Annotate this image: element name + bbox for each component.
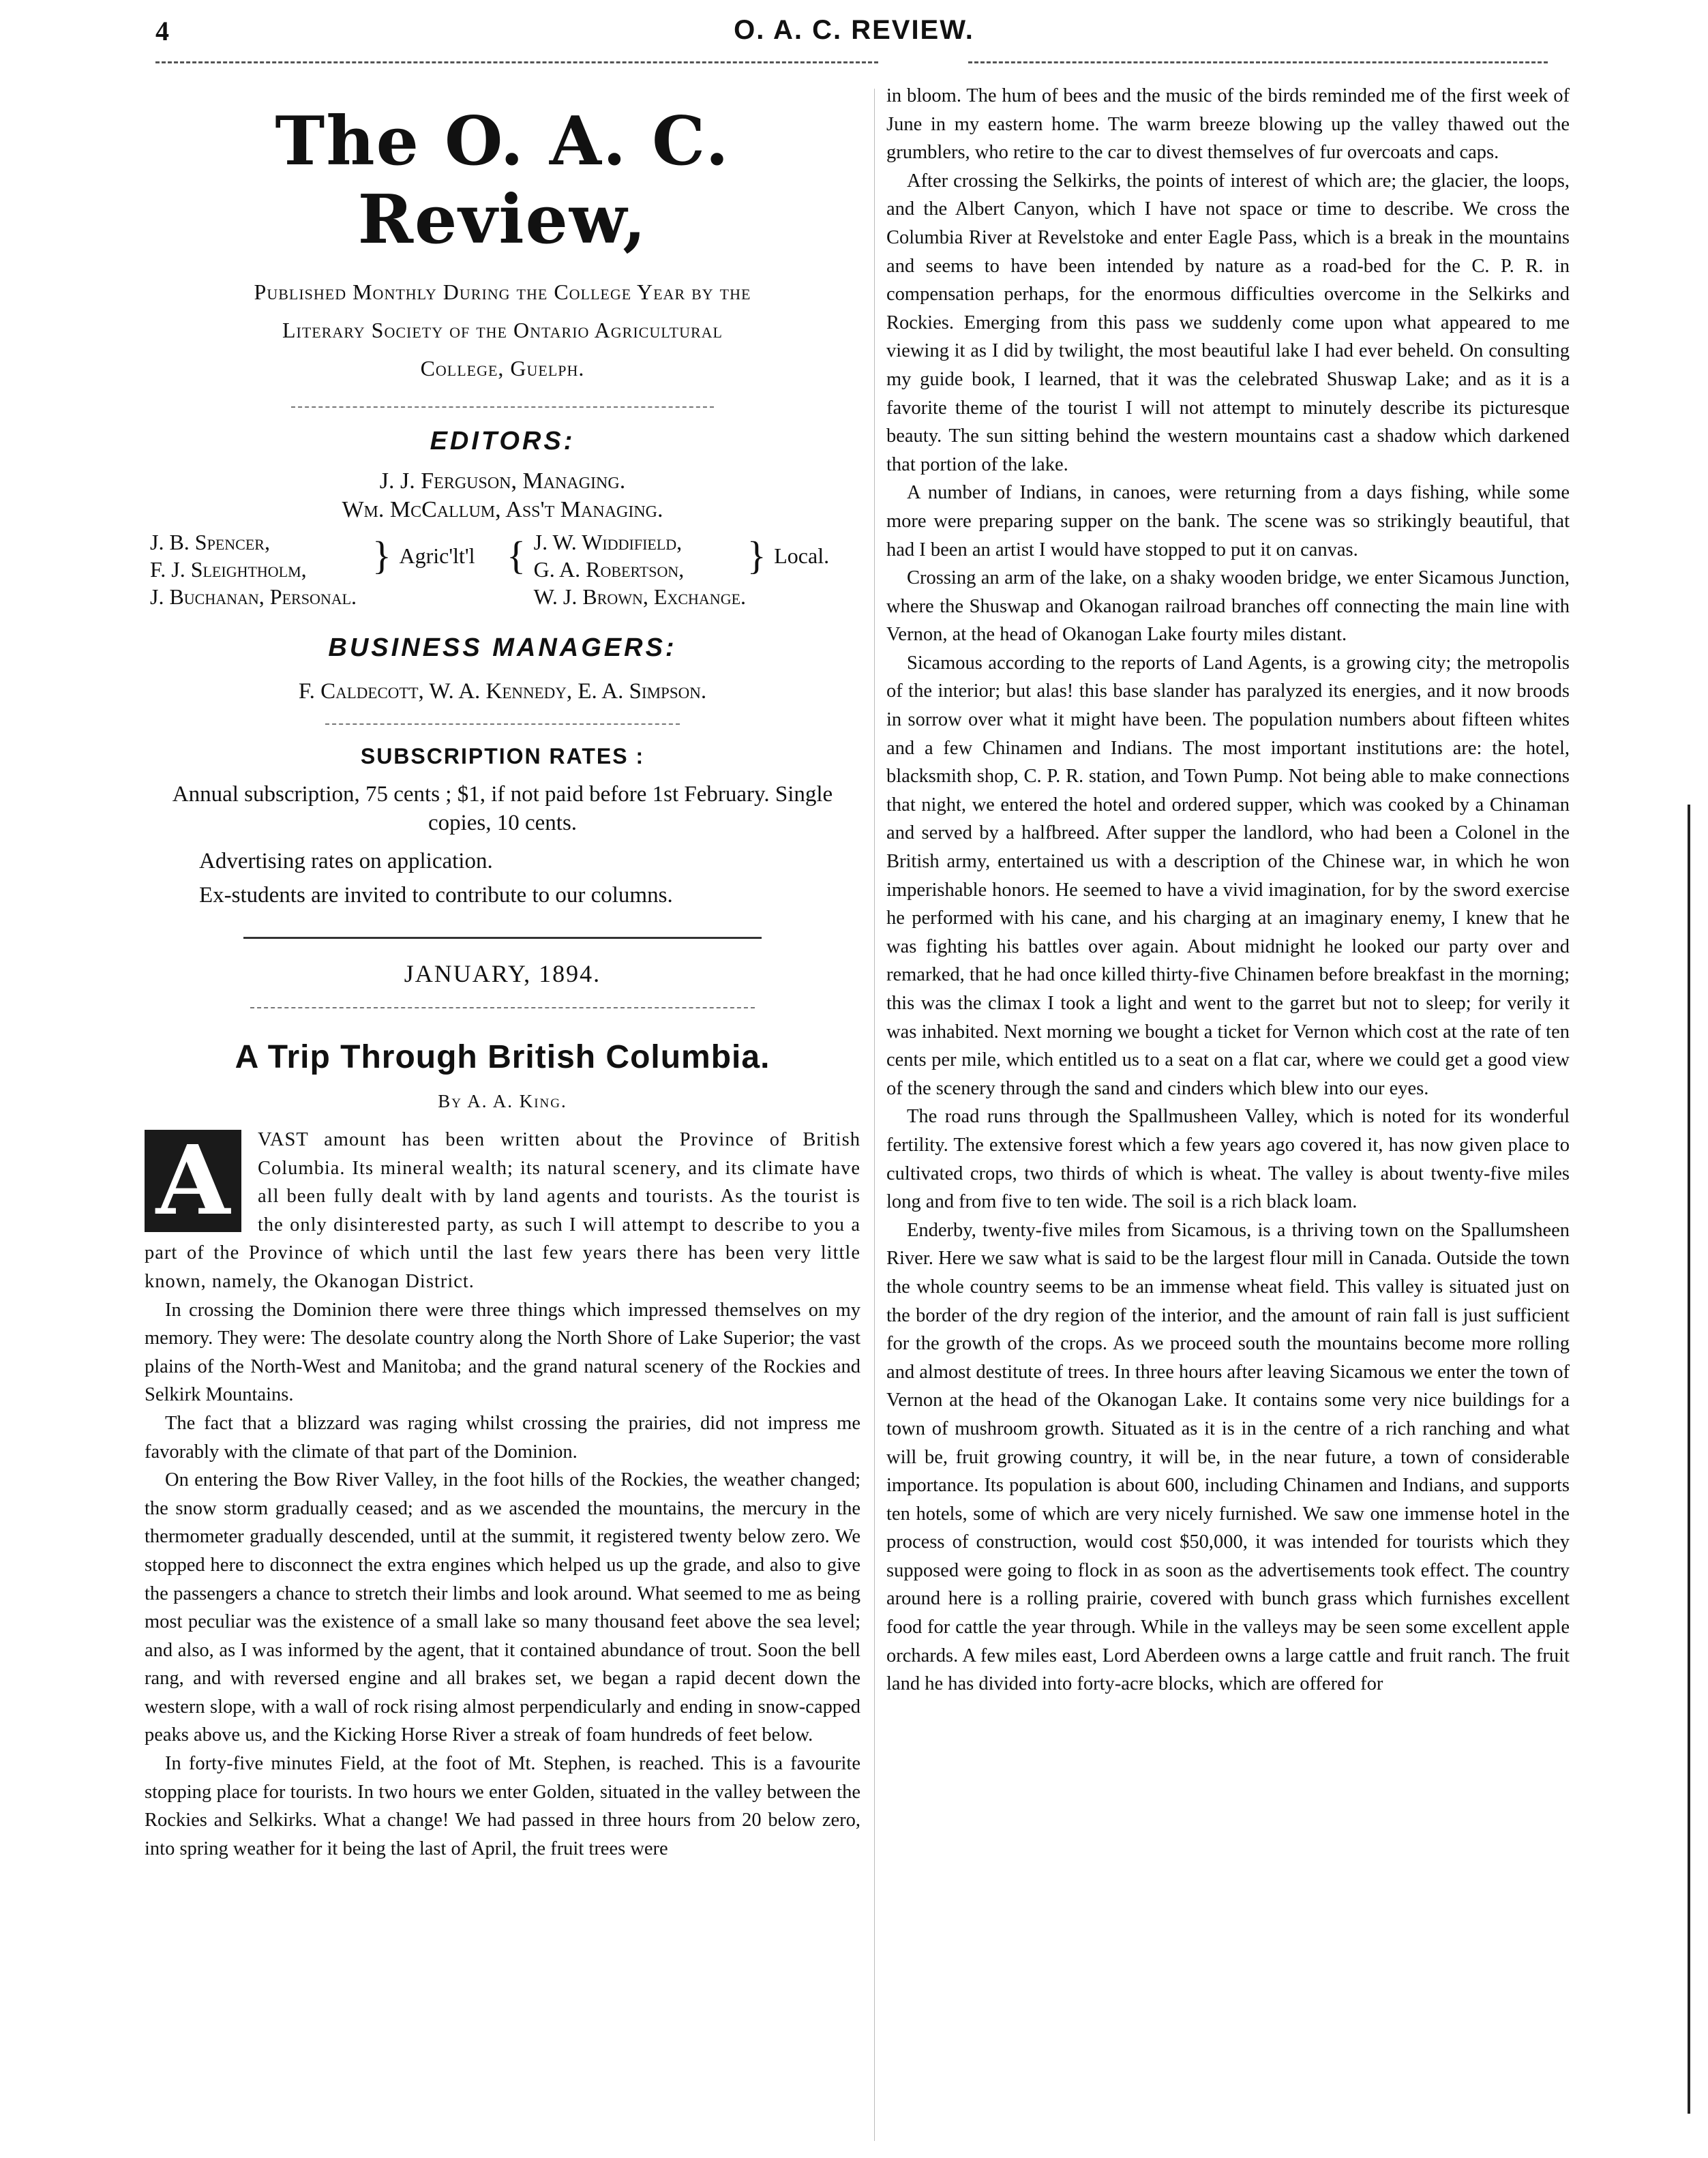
editor-exchange: W. J. Brown, Exchange. [533, 584, 747, 609]
brace-glyph: } [372, 533, 391, 578]
article-paragraph: After crossing the Selkirks, the points of interest of which are; the glacier, the loops, and the Albert Canyon, which I have not space or time to describe. We cross the Columbia River at Revelstoke and enter Eagle Pass, which is a break in the mountains and seems to have been intended by nature as a road-bed for the C. P. R. in compensation perhaps, for the enormous difficulties overcome in the Selkirks and Rockies. Emerging from this pass we suddenly come upon what appeared to me viewing it as I did by twilight, the most beautiful lake I had ever beheld. On consulting my guide book, I learned, that it was the celebrated Shuswap Lake; and as it is a favorite theme of the tourist I will not attempt to minutely describe its picturesque beauty. The sun sitting behind the western mountains cast a shadow which darkened that portion of the lake. [886, 170, 1570, 475]
page-number: 4 [155, 16, 169, 46]
section-rule [243, 937, 762, 939]
article-paragraph: The road runs through the Spallmusheen Valley, which is noted for its wonderful fertility. The extensive forest which a few years ago covered it, has now given place to cultivated crops, two thirds of which is wheat. The valley is about twenty-five miles long and from five to ten wide. The soil is a rich black loam. [886, 1106, 1570, 1213]
article-paragraph: In crossing the Dominion there were three things which impressed themselves on my memory. They were: The desolate country along the North Shore of Lake Superior; the vast plains of the North-West and Manitoba; and the grand natural scenery of the Rockies and Selkirk Mountains. [145, 1299, 860, 1406]
column-divider [874, 89, 875, 2141]
local-label: Local. [774, 543, 830, 568]
article-paragraph: In forty-five minutes Field, at the foot of Mt. Stephen, is reached. This is a favourite stopping place for tourists. In two hours we enter Golden, situated in the valley between the Rockies and Selkirks. What a change! We had passed in three hours from 20 below zero, into spring weather for it being the last of April, the fruit trees were [145, 1753, 860, 1859]
article-paragraph: The fact that a blizzard was raging whilst crossing the prairies, did not impress me favorably with the climate of that part of the Dominion. [145, 1412, 860, 1463]
published-line-3: College, Guelph. [420, 356, 585, 380]
right-column [886, 82, 1570, 1698]
left-column [145, 82, 860, 1863]
published-line-2: Literary Society of the Ontario Agricultural [282, 318, 723, 342]
agric-label: Agric'lt'l [399, 543, 475, 568]
article-paragraph: VAST amount has been written about the Province of British Columbia. Its mineral wealth; its natural scenery, and its climate have all been fully dealt with by land agents and tourists. As the tourist is the only disinterested party, as such I will attempt to describe to you a part of the Province of which until the last few years there has been very little known, namely, the Okanogan District. [145, 1129, 860, 1292]
section-rule [325, 723, 680, 725]
article-body-right [886, 82, 1570, 1698]
editor-personal: J. Buchanan, Personal. [150, 584, 357, 609]
masthead-title: The O. A. C. Review, [275, 102, 730, 259]
subscription-heading: SUBSCRIPTION RATES : [360, 744, 645, 768]
business-managers-heading: BUSINESS MANAGERS: [328, 633, 677, 662]
section-rule [291, 406, 714, 408]
editor-local-1: J. W. Widdifield, [533, 530, 683, 554]
article-body-left [145, 1126, 860, 1863]
editor-asst-managing: Wm. McCallum, Ass't Managing. [342, 497, 663, 522]
editors-heading: EDITORS: [430, 427, 575, 455]
running-title: O. A. C. REVIEW. [734, 15, 974, 45]
editor-local-2: G. A. Robertson, [533, 557, 685, 582]
editor-managing: J. J. Ferguson, Managing. [379, 468, 626, 494]
header-rule-right [968, 61, 1548, 63]
editors-table [150, 528, 852, 610]
adjacent-page-edge [1688, 805, 1708, 2114]
article-title: A Trip Through British Columbia. [235, 1039, 770, 1075]
article-paragraph: Crossing an arm of the lake, on a shaky wooden bridge, we enter Sicamous Junction, where the Shuswap and Okanogan railroad branches off connecting the main line with Vernon, at the head of Okanogan Lake fourty miles distant. [886, 567, 1570, 646]
article-paragraph: Sicamous according to the reports of Land Agents, is a growing city; the metropolis of the interior; but alas! this base slander has paralyzed its energies, and it now broods in sorrow over what it might have been. The population numbers about fifteen whites and a few Chinamen and Indians. The most important institutions are: the hotel, blacksmith shop, C. P. R. station, and Town Pump. Not being able to make connections that night, we entered the hotel and ordered supper, which was cooked by a Chinaman and served by a halfbreed. After supper the landlord, who had been a Colonel in the British army, entertained us with a description of the Chinese war, in which he won imperishable honors. He seemed to have a vivid imagination, for by the sword exercise he performed with his cane, and his charging at an imaginary enemy, I knew that he was fighting his battles over again. About midnight he looked our party over and remarked, that he had once killed thirty-five Chinamen before breakfast in the morning; this was the climax I took a light and went to the garret but not to sleep; for verily it was inhabited. Next morning we bought a ticket for Vernon which cost at the rate of ten cents per mile, which entitled us to a seat on a flat car, where we could get a good view of the scenery through the sand and cinders which blew into our eyes. [886, 652, 1570, 1099]
editor-agric-1: J. B. Spencer, [150, 530, 270, 554]
brace-glyph: { [507, 533, 526, 578]
section-rule [250, 1007, 755, 1008]
ex-students-note: Ex-students are invited to contribute to our columns. [199, 883, 673, 908]
article-paragraph: Enderby, twenty-five miles from Sicamous, is a thriving town on the Spallumsheen River. Here we saw what is said to be the largest flour mill in Canada. Outside the town the whole country seems to be an immense wheat field. This valley is situated just on the border of the dry region of the interior, and the amount of rain fall is just sufficient for the growth of the crops. As we proceed south the mountains become more rolling and almost destitute of trees. In three hours after leaving Sicamous we enter the town of Vernon at the head of the Okanogan Lake. It contains some very nice buildings for a town of mushroom growth. Situated as it is in the centre of a rich ranching and what will be, fruit growing country, it will be, in the near future, a town of considerable importance. Its population is about 600, including Chinamen and Indians, and supports ten hotels, some of which are very nicely furnished. We saw one immense hotel in the process of construction, would cost $50,000, it was intended for tourists which they supposed were going to flock in as soon as the advertisements took effect. The country around here is a rolling prairie, covered with bunch grass which furnishes excellent food for cattle the year through. While in the valleys may be seen some excellent apple orchards. A few miles east, Lord Aberdeen owns a large cattle and fruit ranch. The fruit land he has divided into forty-acre blocks, which are offered for [886, 1219, 1570, 1695]
business-managers-names: F. Caldecott, W. A. Kennedy, E. A. Simpson. [298, 679, 707, 704]
article-byline: By A. A. King. [438, 1091, 567, 1111]
subscription-text: Annual subscription, 75 cents ; $1, if not paid before 1st February. Single copies, 10 cents. [172, 782, 833, 835]
advertising-note: Advertising rates on application. [199, 849, 493, 873]
published-line-1: Published Monthly During the College Year by the [254, 280, 751, 304]
brace-glyph: } [747, 533, 766, 578]
article-paragraph: in bloom. The hum of bees and the music of the birds reminded me of the first week of June in my eastern home. The warm breeze blowing up the valley thawed out the grumblers, who retire to the car to divest themselves of fur overcoats and caps. [886, 85, 1570, 164]
article-paragraph: On entering the Bow River Valley, in the foot hills of the Rockies, the weather changed; the snow storm gradually ceased; and as we ascended the mountains, the mercury in the thermometer gradually descended, until at the summit, it registered twenty below zero. We stopped here to disconnect the extra engines which helped us up the grade, and also to give the passengers a chance to stretch their limbs and look around. What seemed to me as being most peculiar was the existence of a small lake so many thousand feet above the sea level; and also, as I was informed by the agent, that it contained abundance of trout. Soon the bell rang, and with reversed engine and all brakes set, we began a rapid decent down the western slope, with a wall of rock rising almost perpendicularly and ending in snow-capped peaks above us, and the Kicking Horse River a streak of foam hundreds of feet below. [145, 1469, 860, 1746]
article-paragraph: A number of Indians, in canoes, were returning from a days fishing, while some more were preparing supper on the bank. The scene was so strikingly beautiful, that had I been an artist I would have stopped to put it on canvas. [886, 482, 1570, 560]
editor-agric-2: F. J. Sleightholm, [150, 557, 307, 582]
issue-date: JANUARY, 1894. [404, 960, 601, 987]
dropcap-initial: A [145, 1130, 241, 1232]
header-rule-left [155, 61, 878, 63]
